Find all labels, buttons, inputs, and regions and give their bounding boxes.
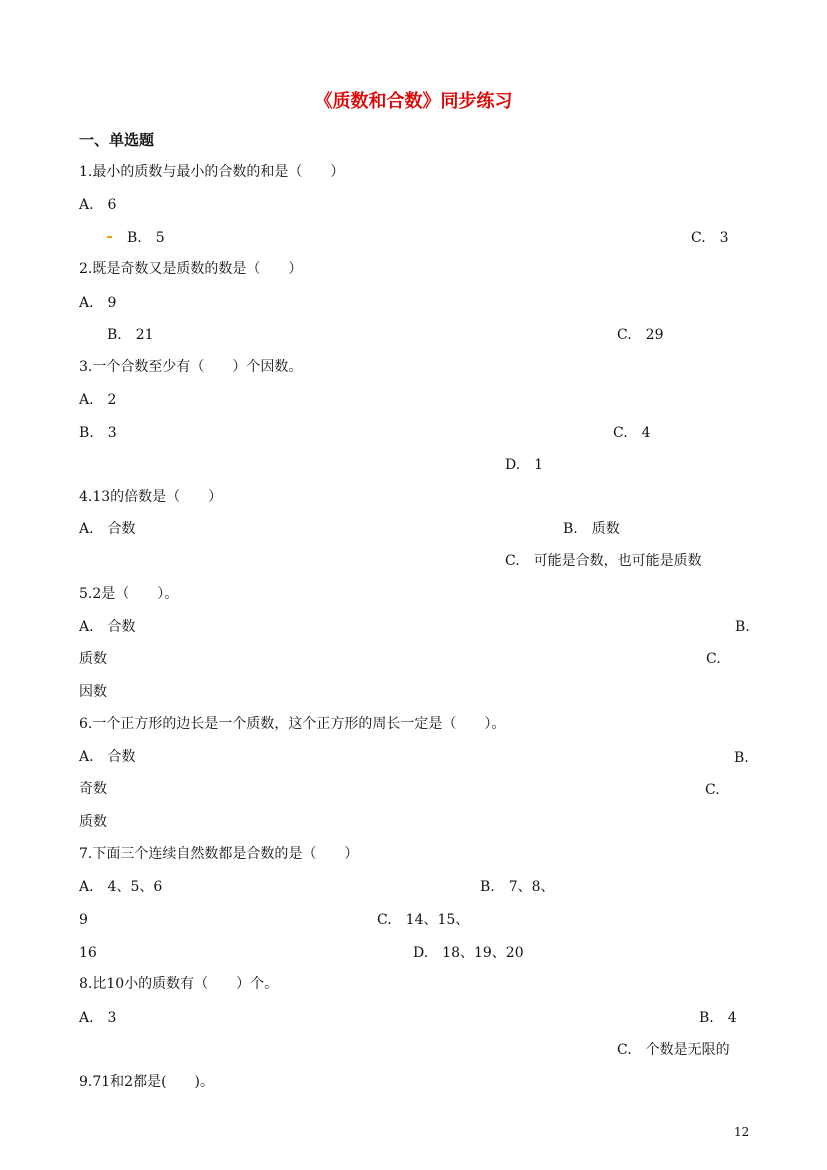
page-title: 《质数和合数》同步练习 bbox=[314, 91, 513, 112]
question-7-option-d: D. 18、19、20 bbox=[413, 945, 524, 961]
question-6-option-b-text: 奇数 bbox=[79, 781, 107, 797]
question-5-stem: 5.2是（ ）。 bbox=[79, 586, 179, 602]
question-3-option-a: A. 2 bbox=[79, 392, 117, 408]
question-6-option-a: A. 合数 bbox=[79, 749, 136, 765]
question-1-option-c: C. 3 bbox=[691, 230, 729, 246]
question-1-option-b: B. 5 bbox=[127, 230, 165, 246]
question-5-option-c-label: C. bbox=[706, 651, 721, 667]
question-7-option-b-line2: 9 bbox=[79, 912, 88, 928]
question-5-option-c-text: 因数 bbox=[79, 684, 107, 700]
question-6-option-c-text: 质数 bbox=[79, 814, 107, 830]
question-3-option-c: C. 4 bbox=[613, 425, 651, 441]
small-mark-icon bbox=[107, 236, 112, 238]
question-6-option-b-label: B. bbox=[734, 750, 749, 766]
question-7-option-a: A. 4、5、6 bbox=[79, 879, 163, 895]
question-4-option-c: C. 可能是合数，也可能是质数 bbox=[505, 553, 702, 569]
question-2-option-c: C. 29 bbox=[617, 327, 664, 343]
question-4-option-a: A. 合数 bbox=[79, 521, 136, 537]
question-6-option-c-label: C. bbox=[705, 782, 720, 798]
question-3-option-b: B. 3 bbox=[79, 425, 117, 441]
question-8-stem: 8.比10小的质数有（ ）个。 bbox=[79, 976, 279, 992]
question-5-option-b-text: 质数 bbox=[79, 651, 107, 667]
question-3-option-d: D. 1 bbox=[505, 457, 544, 473]
question-6-stem: 6.一个正方形的边长是一个质数，这个正方形的周长一定是（ ）。 bbox=[79, 716, 506, 732]
question-7-option-c-line2: 16 bbox=[79, 945, 97, 961]
question-7-option-c-line1: C. 14、15、 bbox=[377, 912, 470, 928]
question-2-option-a: A. 9 bbox=[79, 295, 117, 311]
question-3-stem: 3.一个合数至少有（ ）个因数。 bbox=[79, 359, 303, 375]
page-number: 12 bbox=[734, 1125, 750, 1139]
question-4-option-b: B. 质数 bbox=[563, 521, 620, 537]
question-7-stem: 7.下面三个连续自然数都是合数的是（ ） bbox=[79, 846, 359, 862]
question-2-option-b: B. 21 bbox=[107, 327, 154, 343]
question-5-option-b-label: B. bbox=[735, 619, 750, 635]
question-1-option-a: A. 6 bbox=[79, 197, 117, 213]
question-1-stem: 1.最小的质数与最小的合数的和是（ ） bbox=[79, 164, 345, 180]
question-9-stem: 9.71和2都是( )。 bbox=[79, 1074, 215, 1090]
question-8-option-b: B. 4 bbox=[699, 1010, 737, 1026]
question-2-stem: 2.既是奇数又是质数的数是（ ） bbox=[79, 261, 303, 277]
question-8-option-a: A. 3 bbox=[79, 1010, 117, 1026]
question-5-option-a: A. 合数 bbox=[79, 619, 136, 635]
section-heading: 一、单选题 bbox=[79, 131, 155, 149]
question-4-stem: 4.13的倍数是（ ） bbox=[79, 489, 223, 505]
question-7-option-b-line1: B. 7、8、 bbox=[480, 879, 555, 895]
question-8-option-c: C. 个数是无限的 bbox=[617, 1042, 730, 1058]
